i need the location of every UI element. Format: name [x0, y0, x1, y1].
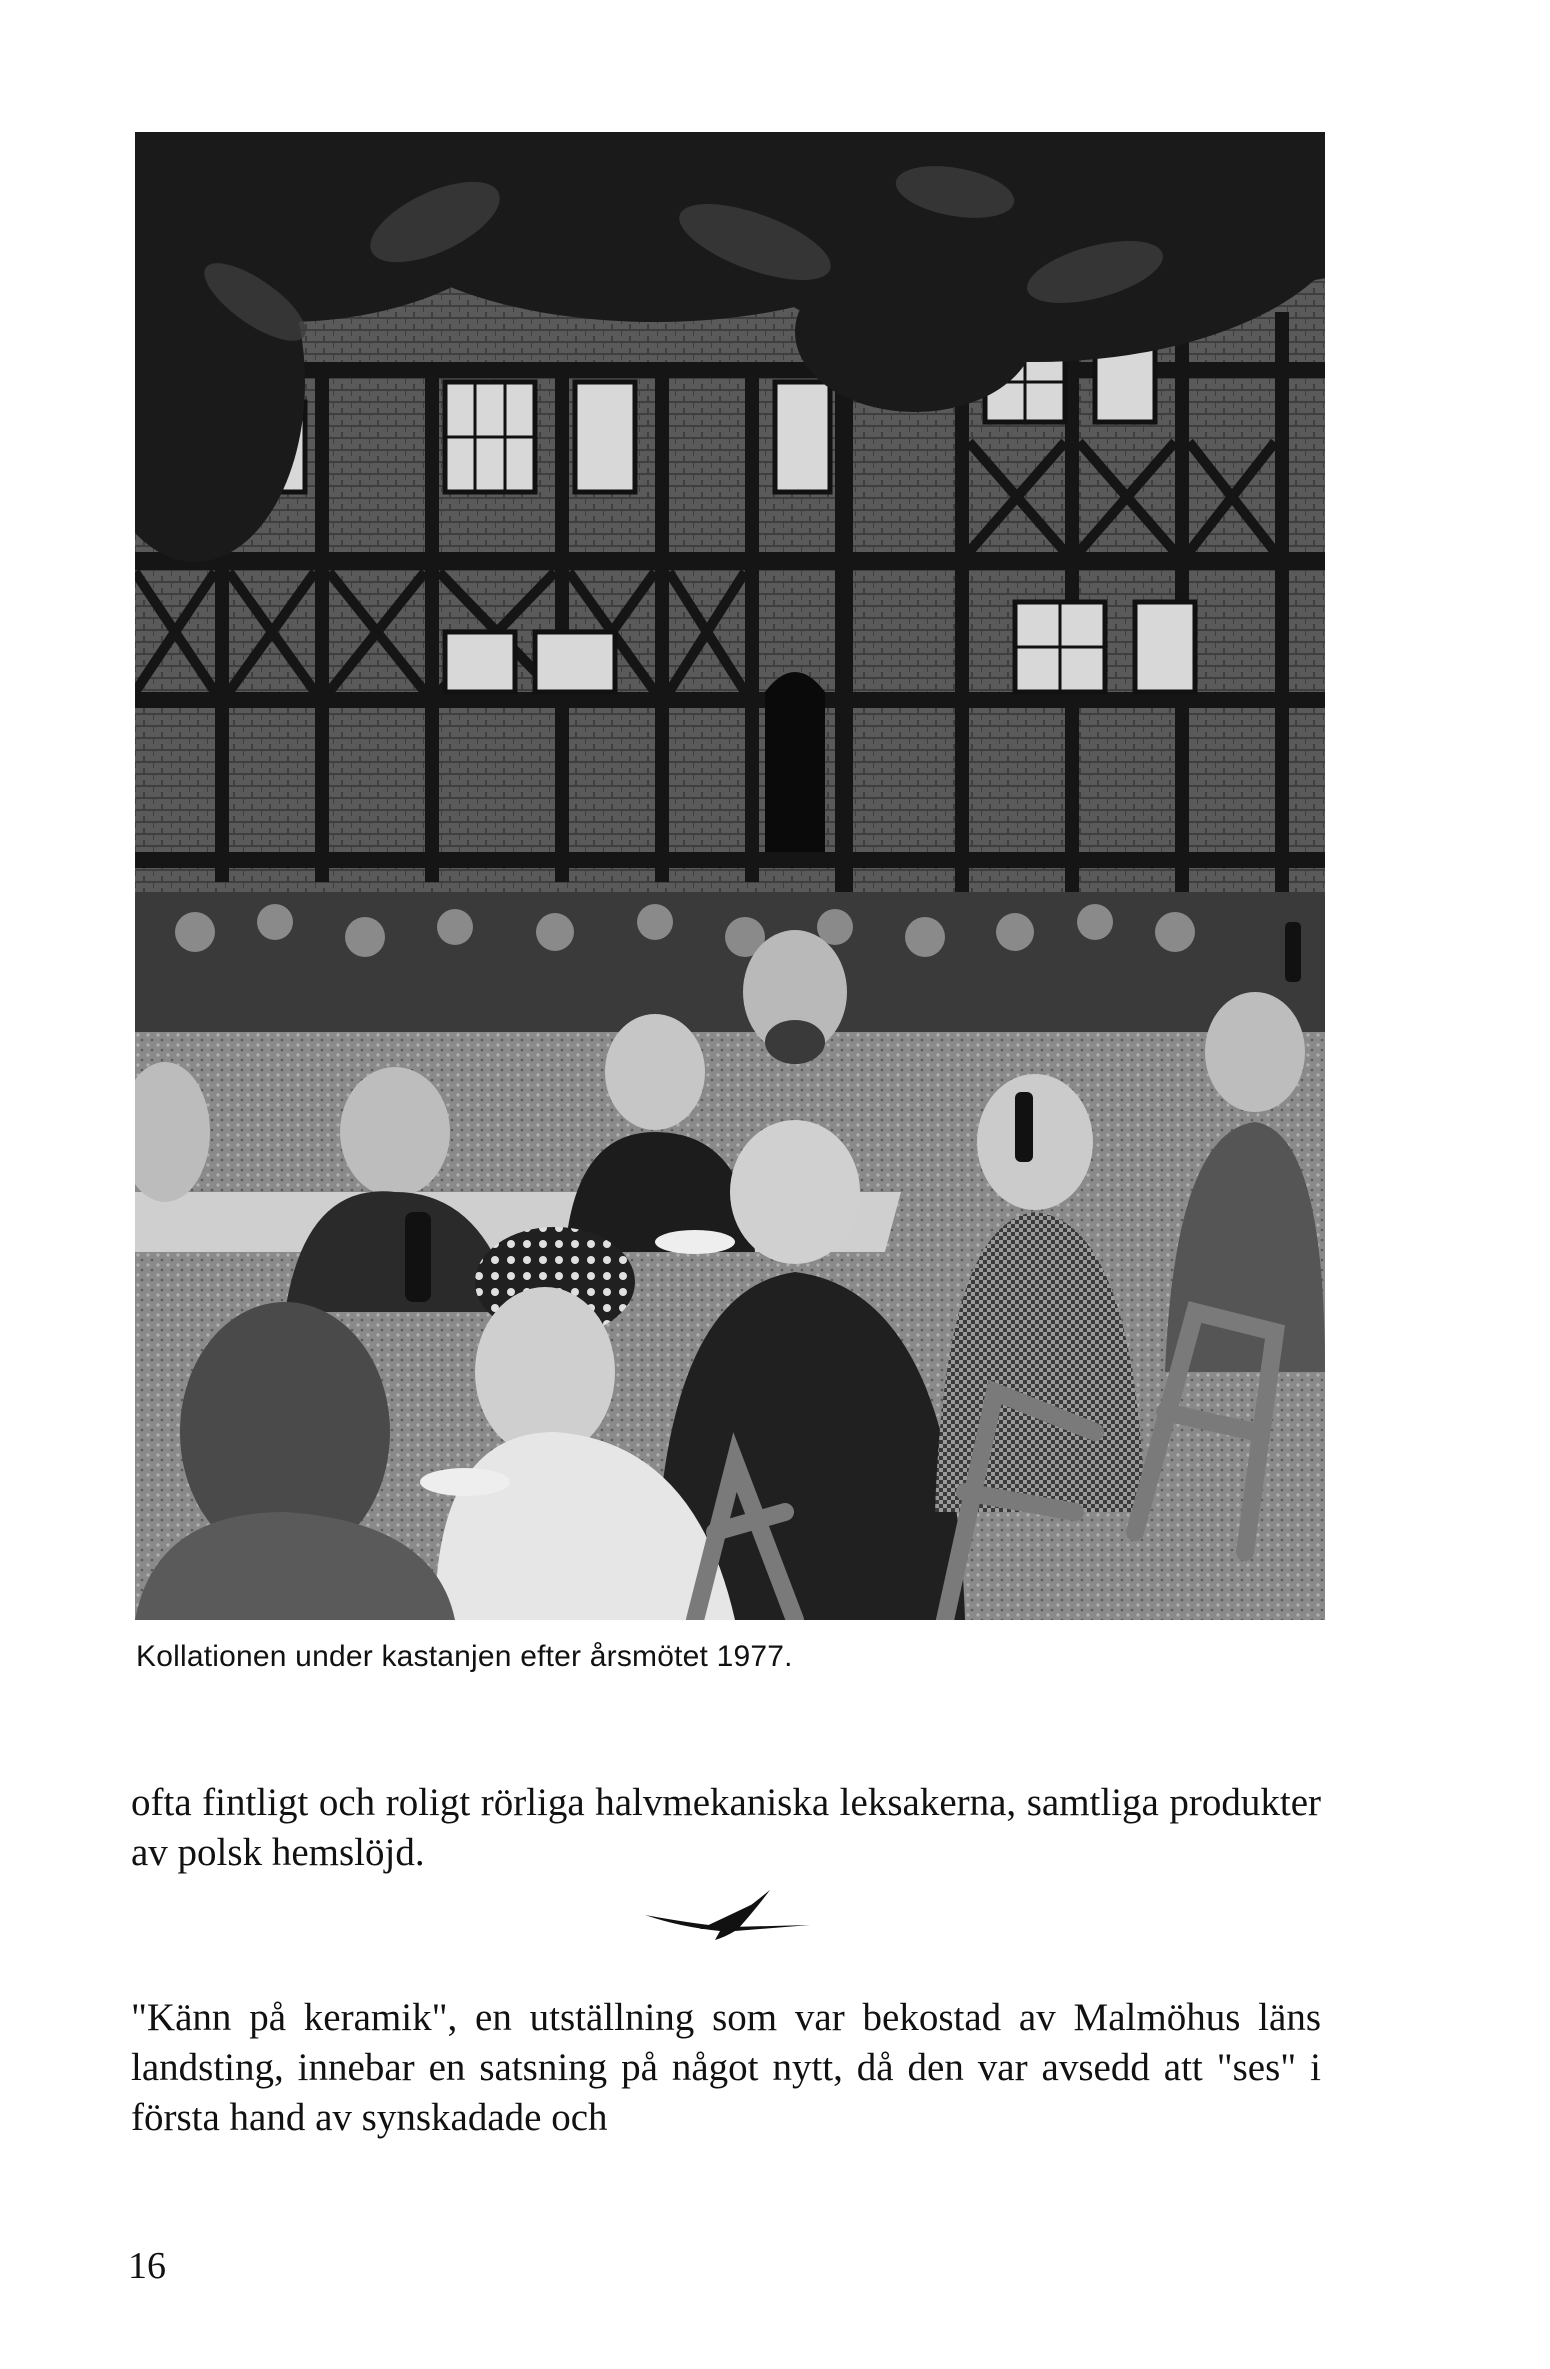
swallow-ornament-icon: [640, 1885, 815, 1945]
photograph-illustration: [135, 132, 1325, 1620]
body-paragraph-1: ofta fintligt och roligt rörliga halvmekaniska leksakerna, samtliga produkter av polsk hemslöjd.: [131, 1781, 1321, 1874]
page-number: 16: [128, 2245, 166, 2287]
photograph-garden-party: [135, 132, 1325, 1620]
body-paragraph-2: "Känn på keramik", en utställning som var bekostad av Malmöhus läns landsting, innebar en satsning på något nytt, då den var avsedd att "ses" i första hand av synskadade och: [131, 1996, 1321, 2139]
photo-caption: Kollationen under kastanjen efter årsmötet 1977.: [136, 1640, 793, 1673]
